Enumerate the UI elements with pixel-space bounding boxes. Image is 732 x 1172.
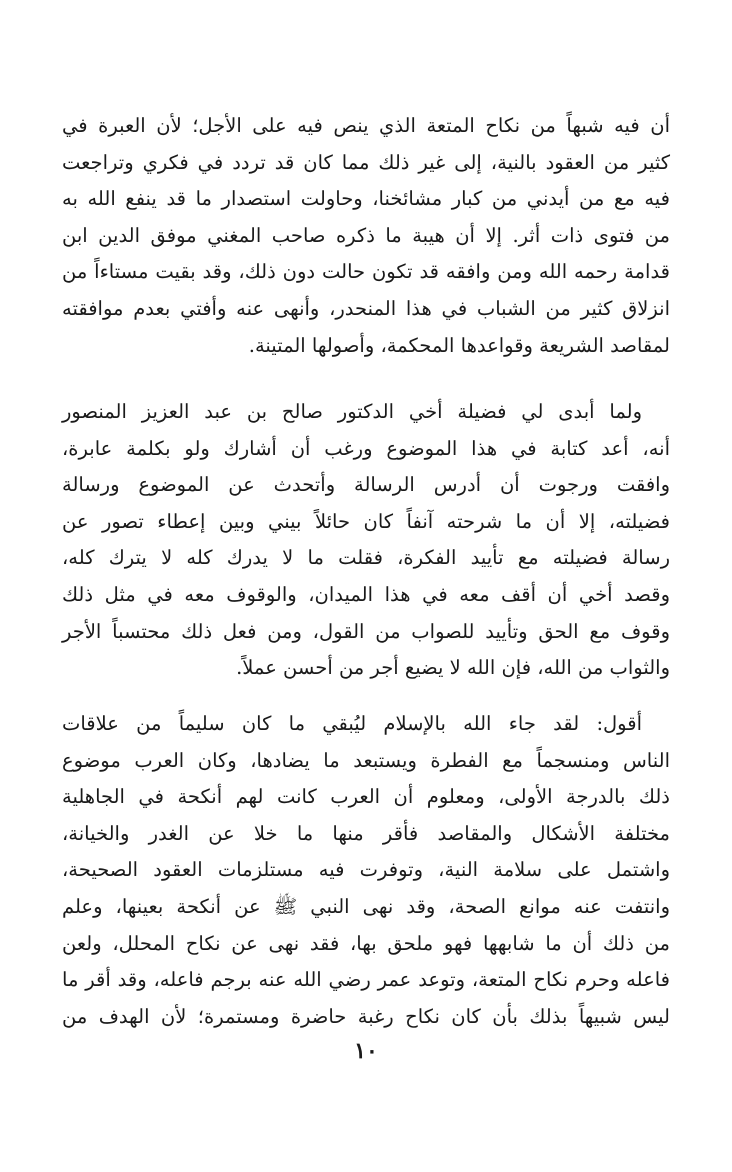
text-line: كثير من العقود بالنية، إلى غير ذلك مما كان قد تردد في فكري وتراجعت bbox=[62, 150, 670, 174]
paragraph-2 bbox=[62, 394, 670, 687]
text-line: قدامة رحمه الله ومن وافقه قد تكون حالت دون ذلك، وقد بقيت مستاءاً من bbox=[62, 260, 670, 284]
text-line: وافقت ورجوت أن أدرس الرسالة وأتحدث عن الموضوع ورسالة bbox=[62, 473, 670, 497]
text-line: رسالة فضيلته مع تأييد الفكرة، فقلت ما لا يدرك كله لا يترك كله، bbox=[62, 546, 670, 570]
page-number: ١٠ bbox=[354, 1038, 378, 1064]
text-line: واشتمل على سلامة النية، وتوفرت فيه مستلزمات العقود الصحيحة، bbox=[62, 858, 670, 882]
text-line: أقول: لقد جاء الله بالإسلام ليُبقي ما كان سليماً من علاقات bbox=[62, 712, 642, 735]
text-line: أنه، أعد كتابة في هذا الموضوع ورغب أن أشارك ولو بكلمة عابرة، bbox=[62, 436, 670, 460]
text-line: فضيلته، إلا أن ما شرحته آنفاً كان حائلاً بيني وبين إعطاء تصور عن bbox=[62, 509, 670, 533]
text-line: ولما أبدى لي فضيلة أخي الدكتور صالح بن عبد العزيز المنصور bbox=[62, 400, 642, 423]
text-line: وانتفت عنه موانع الصحة، وقد نهى النبي ﷺ عن أنكحة بعينها، وعلم bbox=[62, 894, 670, 918]
text-line: فيه مع من أيدني من كبار مشائخنا، وحاولت استصدار ما قد ينفع الله به bbox=[62, 187, 670, 211]
text-line: من ذلك أن ما شابهها فهو ملحق بها، فقد نهى عن نكاح المحلل، ولعن bbox=[62, 931, 670, 955]
paragraph-1 bbox=[62, 108, 670, 364]
text-line: وقوف مع الحق وتأييد للصواب من القول، ومن فعل ذلك محتسباً الأجر bbox=[62, 619, 670, 643]
text-line: فاعله وحرم نكاح المتعة، وتوعد عمر رضي الله عنه برجم فاعله، وقد أقر ما bbox=[62, 968, 670, 992]
text-line: والثواب من الله، فإن الله لا يضيع أجر من أحسن عملاً. bbox=[236, 656, 670, 680]
text-line: وقصد أخي أن أقف معه في هذا الميدان، والوقوف معه في مثل ذلك bbox=[62, 582, 670, 606]
text-line: لمقاصد الشريعة وقواعدها المحكمة، وأصولها المتينة. bbox=[248, 333, 670, 357]
text-line: انزلاق كثير من الشباب في هذا المنحدر، وأنهى عنه وأفتي بعدم موافقته bbox=[62, 296, 670, 320]
paragraph-3 bbox=[62, 706, 670, 1035]
text-line: ذلك بالدرجة الأولى، ومعلوم أن العرب كانت لهم أنكحة في الجاهلية bbox=[62, 785, 670, 809]
text-line: ليس شبيهاً بذلك بأن كان نكاح رغبة حاضرة ومستمرة؛ لأن الهدف من bbox=[62, 1004, 670, 1028]
text-line: من فتوى ذات أثر. إلا أن هيبة ما ذكره صاحب المغني موفق الدين ابن bbox=[62, 223, 670, 247]
text-line: أن فيه شبهاً من نكاح المتعة الذي ينص فيه على الأجل؛ لأن العبرة في bbox=[62, 114, 670, 137]
text-line: مختلفة الأشكال والمقاصد فأقر منها ما خلا عن الغدر والخيانة، bbox=[62, 821, 670, 845]
text-line: الناس ومنسجماً مع الفطرة ويستبعد ما يضادها، وكان العرب موضوع bbox=[62, 748, 670, 772]
